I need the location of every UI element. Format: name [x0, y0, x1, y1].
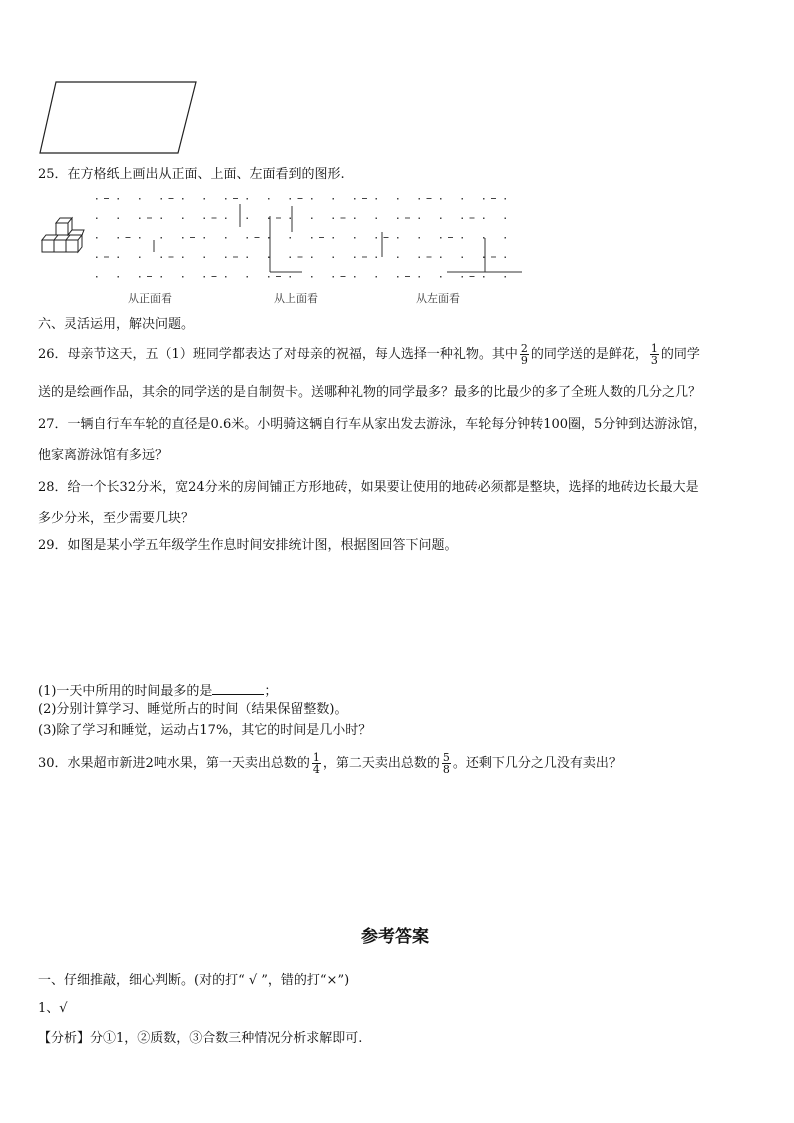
- question-30: [38, 752, 622, 775]
- grid-dash: [448, 237, 453, 238]
- grid-dot: [483, 237, 485, 239]
- caption-left-view: 从左面看: [416, 292, 460, 305]
- q26-text-a: 26．母亲节这天，五（1）班同学都表达了对母亲的祝福，每人选择一种礼物。其中: [38, 347, 518, 362]
- grid-dash: [104, 257, 109, 258]
- grid-dash: [298, 257, 303, 258]
- grid-dash: [470, 276, 475, 277]
- grid-dot: [96, 276, 98, 278]
- grid-dot: [225, 237, 227, 239]
- grid-dot: [204, 218, 206, 220]
- grid-dash: [427, 257, 432, 258]
- grid-dot: [333, 276, 335, 278]
- grid-dot: [311, 218, 313, 220]
- grid-dash: [212, 218, 217, 219]
- grid-dot: [462, 276, 464, 278]
- q29-sub1-text: (1)一天中所用的时间最多的是: [38, 684, 213, 699]
- grid-dot: [483, 276, 485, 278]
- question-27-line-1: 27．一辆自行车车轮的直径是0.6米。小明骑这辆自行车从家出发去游泳，车轮每分钟转100圈，5分钟到达游泳馆，: [38, 417, 707, 432]
- grid-dot: [96, 237, 98, 239]
- answer-item-1: 1、√: [38, 1001, 68, 1016]
- grid-dash: [212, 276, 217, 277]
- grid-dot: [397, 276, 399, 278]
- grid-dash: [169, 257, 174, 258]
- fraction-1-3: $\frac{1}{3}$: [650, 342, 658, 367]
- grid-dot: [354, 257, 356, 259]
- grid-dot: [505, 198, 507, 200]
- grid-dot: [268, 237, 270, 239]
- grid-dot: [397, 218, 399, 220]
- grid-dot: [354, 218, 356, 220]
- grid-dot: [225, 257, 227, 259]
- grid-dot: [268, 257, 270, 259]
- grid-dot: [247, 218, 249, 220]
- grid-dot: [290, 237, 292, 239]
- grid-dash: [169, 198, 174, 199]
- grid-dash: [470, 218, 475, 219]
- grid-dot: [419, 218, 421, 220]
- grid-dot: [376, 237, 378, 239]
- question-29-sub-1: [38, 682, 277, 700]
- q30-text-c: 。还剩下几分之几没有卖出？: [452, 756, 622, 771]
- grid-dot: [505, 276, 507, 278]
- q30-text-a: 30．水果超市新进2吨水果，第一天卖出总数的: [38, 756, 310, 771]
- grid-dash: [341, 218, 346, 219]
- grid-dash: [233, 198, 238, 199]
- grid-dash: [298, 198, 303, 199]
- grid-dot: [247, 237, 249, 239]
- grid-dot: [247, 257, 249, 259]
- grid-dot: [440, 276, 442, 278]
- grid-dot: [225, 218, 227, 220]
- grid-dot: [505, 218, 507, 220]
- grid-dot: [483, 198, 485, 200]
- grid-dot: [505, 237, 507, 239]
- grid-dot: [247, 276, 249, 278]
- grid-dot: [419, 237, 421, 239]
- grid-dash: [405, 276, 410, 277]
- grid-dash: [276, 218, 281, 219]
- question-29-sub-2: (2)分别计算学习、睡觉所占的时间（结果保留整数)。: [38, 702, 348, 717]
- grid-dot: [139, 198, 141, 200]
- fraction-5-8: $\frac{5}{8}$: [442, 751, 450, 776]
- grid-dot: [376, 218, 378, 220]
- fraction-2-9: $\frac{2}{9}$: [520, 342, 528, 367]
- grid-dot: [204, 257, 206, 259]
- grid-dot: [161, 257, 163, 259]
- grid-dot: [462, 218, 464, 220]
- grid-dot: [333, 218, 335, 220]
- grid-dot: [268, 218, 270, 220]
- answer-analysis: 【分析】分①1，②质数，③合数三种情况分析求解即可.: [38, 1031, 363, 1046]
- answer-blank[interactable]: [212, 682, 264, 695]
- grid-dot: [161, 237, 163, 239]
- grid-dot: [182, 257, 184, 259]
- question-26-line-1: [38, 343, 700, 366]
- grid-dot: [161, 198, 163, 200]
- grid-dot: [139, 218, 141, 220]
- grid-dot: [462, 237, 464, 239]
- grid-dot: [118, 198, 120, 200]
- grid-dot: [440, 198, 442, 200]
- grid-dot: [290, 276, 292, 278]
- q29-sub1-end: ；: [264, 684, 278, 699]
- grid-dash: [362, 198, 367, 199]
- grid-dot: [397, 198, 399, 200]
- grid-dot: [225, 198, 227, 200]
- grid-dot: [182, 237, 184, 239]
- grid-dot: [268, 276, 270, 278]
- grid-dot: [419, 257, 421, 259]
- q30-text-b: ，第二天卖出总数的: [322, 756, 440, 771]
- grid-dash: [319, 237, 324, 238]
- caption-front-view: 从正面看: [128, 292, 172, 305]
- grid-dot: [333, 257, 335, 259]
- grid-dot: [354, 276, 356, 278]
- grid-dash: [233, 257, 238, 258]
- grid-dot: [290, 218, 292, 220]
- grid-dash: [104, 198, 109, 199]
- question-28-line-1: 28．给一个长32分米，宽24分米的房间铺正方形地砖，如果要让使用的地砖必须都是整块，选择的地砖边长最大是: [38, 480, 699, 495]
- answers-title: 参考答案: [361, 927, 429, 947]
- grid-dot: [397, 237, 399, 239]
- grid-dash: [255, 237, 260, 238]
- q26-text-b: 的同学送的是鲜花，: [530, 347, 648, 362]
- grid-dot: [118, 276, 120, 278]
- grid-dash: [362, 257, 367, 258]
- fraction-1-4: $\frac{1}{4}$: [312, 751, 320, 776]
- question-26-line-2: 送的是绘画作品，其余的同学送的是自制贺卡。送哪种礼物的同学最多？最多的比最少的多了全班人数的几分之几？: [38, 385, 702, 400]
- grid-dot: [440, 237, 442, 239]
- question-27-line-2: 他家离游泳馆有多远？: [38, 448, 169, 463]
- grid-dot: [139, 257, 141, 259]
- grid-dot: [462, 257, 464, 259]
- grid-dash: [276, 276, 281, 277]
- grid-dash: [190, 237, 195, 238]
- grid-dot: [118, 257, 120, 259]
- grid-dot: [505, 257, 507, 259]
- question-28-line-2: 多少分米，至少需要几块？: [38, 511, 195, 526]
- grid-dot: [376, 198, 378, 200]
- grid-dot: [354, 237, 356, 239]
- q26-text-c: 的同学: [660, 347, 700, 362]
- grid-dot: [204, 237, 206, 239]
- grid-dot: [462, 198, 464, 200]
- question-29: 29．如图是某小学五年级学生作息时间安排统计图，根据图回答下问题。: [38, 538, 458, 553]
- parallelogram-figure: [38, 80, 200, 156]
- grid-dot: [118, 218, 120, 220]
- grid-dot: [161, 218, 163, 220]
- grid-dot: [204, 198, 206, 200]
- grid-dot: [161, 276, 163, 278]
- grid-dot: [311, 257, 313, 259]
- grid-dash: [491, 198, 496, 199]
- grid-dot: [268, 198, 270, 200]
- grid-dot: [290, 257, 292, 259]
- grid-dot: [290, 198, 292, 200]
- grid-dot: [139, 276, 141, 278]
- answers-section-1: 一、仔细推敲，细心判断。(对的打“ √ ”，错的打“×”): [38, 973, 350, 988]
- grid-dot: [440, 218, 442, 220]
- grid-dot: [118, 237, 120, 239]
- grid-dash: [147, 276, 152, 277]
- grid-dot: [333, 198, 335, 200]
- grid-dot: [247, 198, 249, 200]
- grid-dot: [419, 276, 421, 278]
- grid-dash: [427, 198, 432, 199]
- grid-dot: [376, 257, 378, 259]
- grid-dot: [354, 198, 356, 200]
- grid-dot: [139, 237, 141, 239]
- question-29-sub-3: (3)除了学习和睡觉，运动占17%，其它的时间是几小时？: [38, 723, 372, 738]
- grid-dash: [126, 237, 131, 238]
- grid-dot: [333, 237, 335, 239]
- grid-dot: [311, 276, 313, 278]
- grid-dash: [405, 218, 410, 219]
- grid-dot: [397, 257, 399, 259]
- grid-dot: [225, 276, 227, 278]
- grid-dot: [483, 257, 485, 259]
- caption-top-view: 从上面看: [274, 292, 318, 305]
- grid-dot: [96, 218, 98, 220]
- grid-dash: [147, 218, 152, 219]
- grid-dot: [483, 218, 485, 220]
- grid-dot: [204, 276, 206, 278]
- cube-stack-figure: [40, 215, 92, 257]
- grid-dot: [182, 198, 184, 200]
- grid-dot: [182, 276, 184, 278]
- dotted-grid-paper: [92, 192, 532, 284]
- grid-dot: [311, 237, 313, 239]
- question-25: 25．在方格纸上画出从正面、上面、左面看到的图形.: [38, 167, 345, 182]
- grid-dot: [419, 198, 421, 200]
- grid-dot: [96, 198, 98, 200]
- section-6-heading: 六、灵活运用，解决问题。: [38, 317, 195, 332]
- grid-dot: [376, 276, 378, 278]
- grid-dot: [440, 257, 442, 259]
- grid-dash: [384, 237, 389, 238]
- grid-dot: [96, 257, 98, 259]
- grid-dot: [182, 218, 184, 220]
- grid-dash: [491, 257, 496, 258]
- grid-dot: [311, 198, 313, 200]
- grid-dash: [341, 276, 346, 277]
